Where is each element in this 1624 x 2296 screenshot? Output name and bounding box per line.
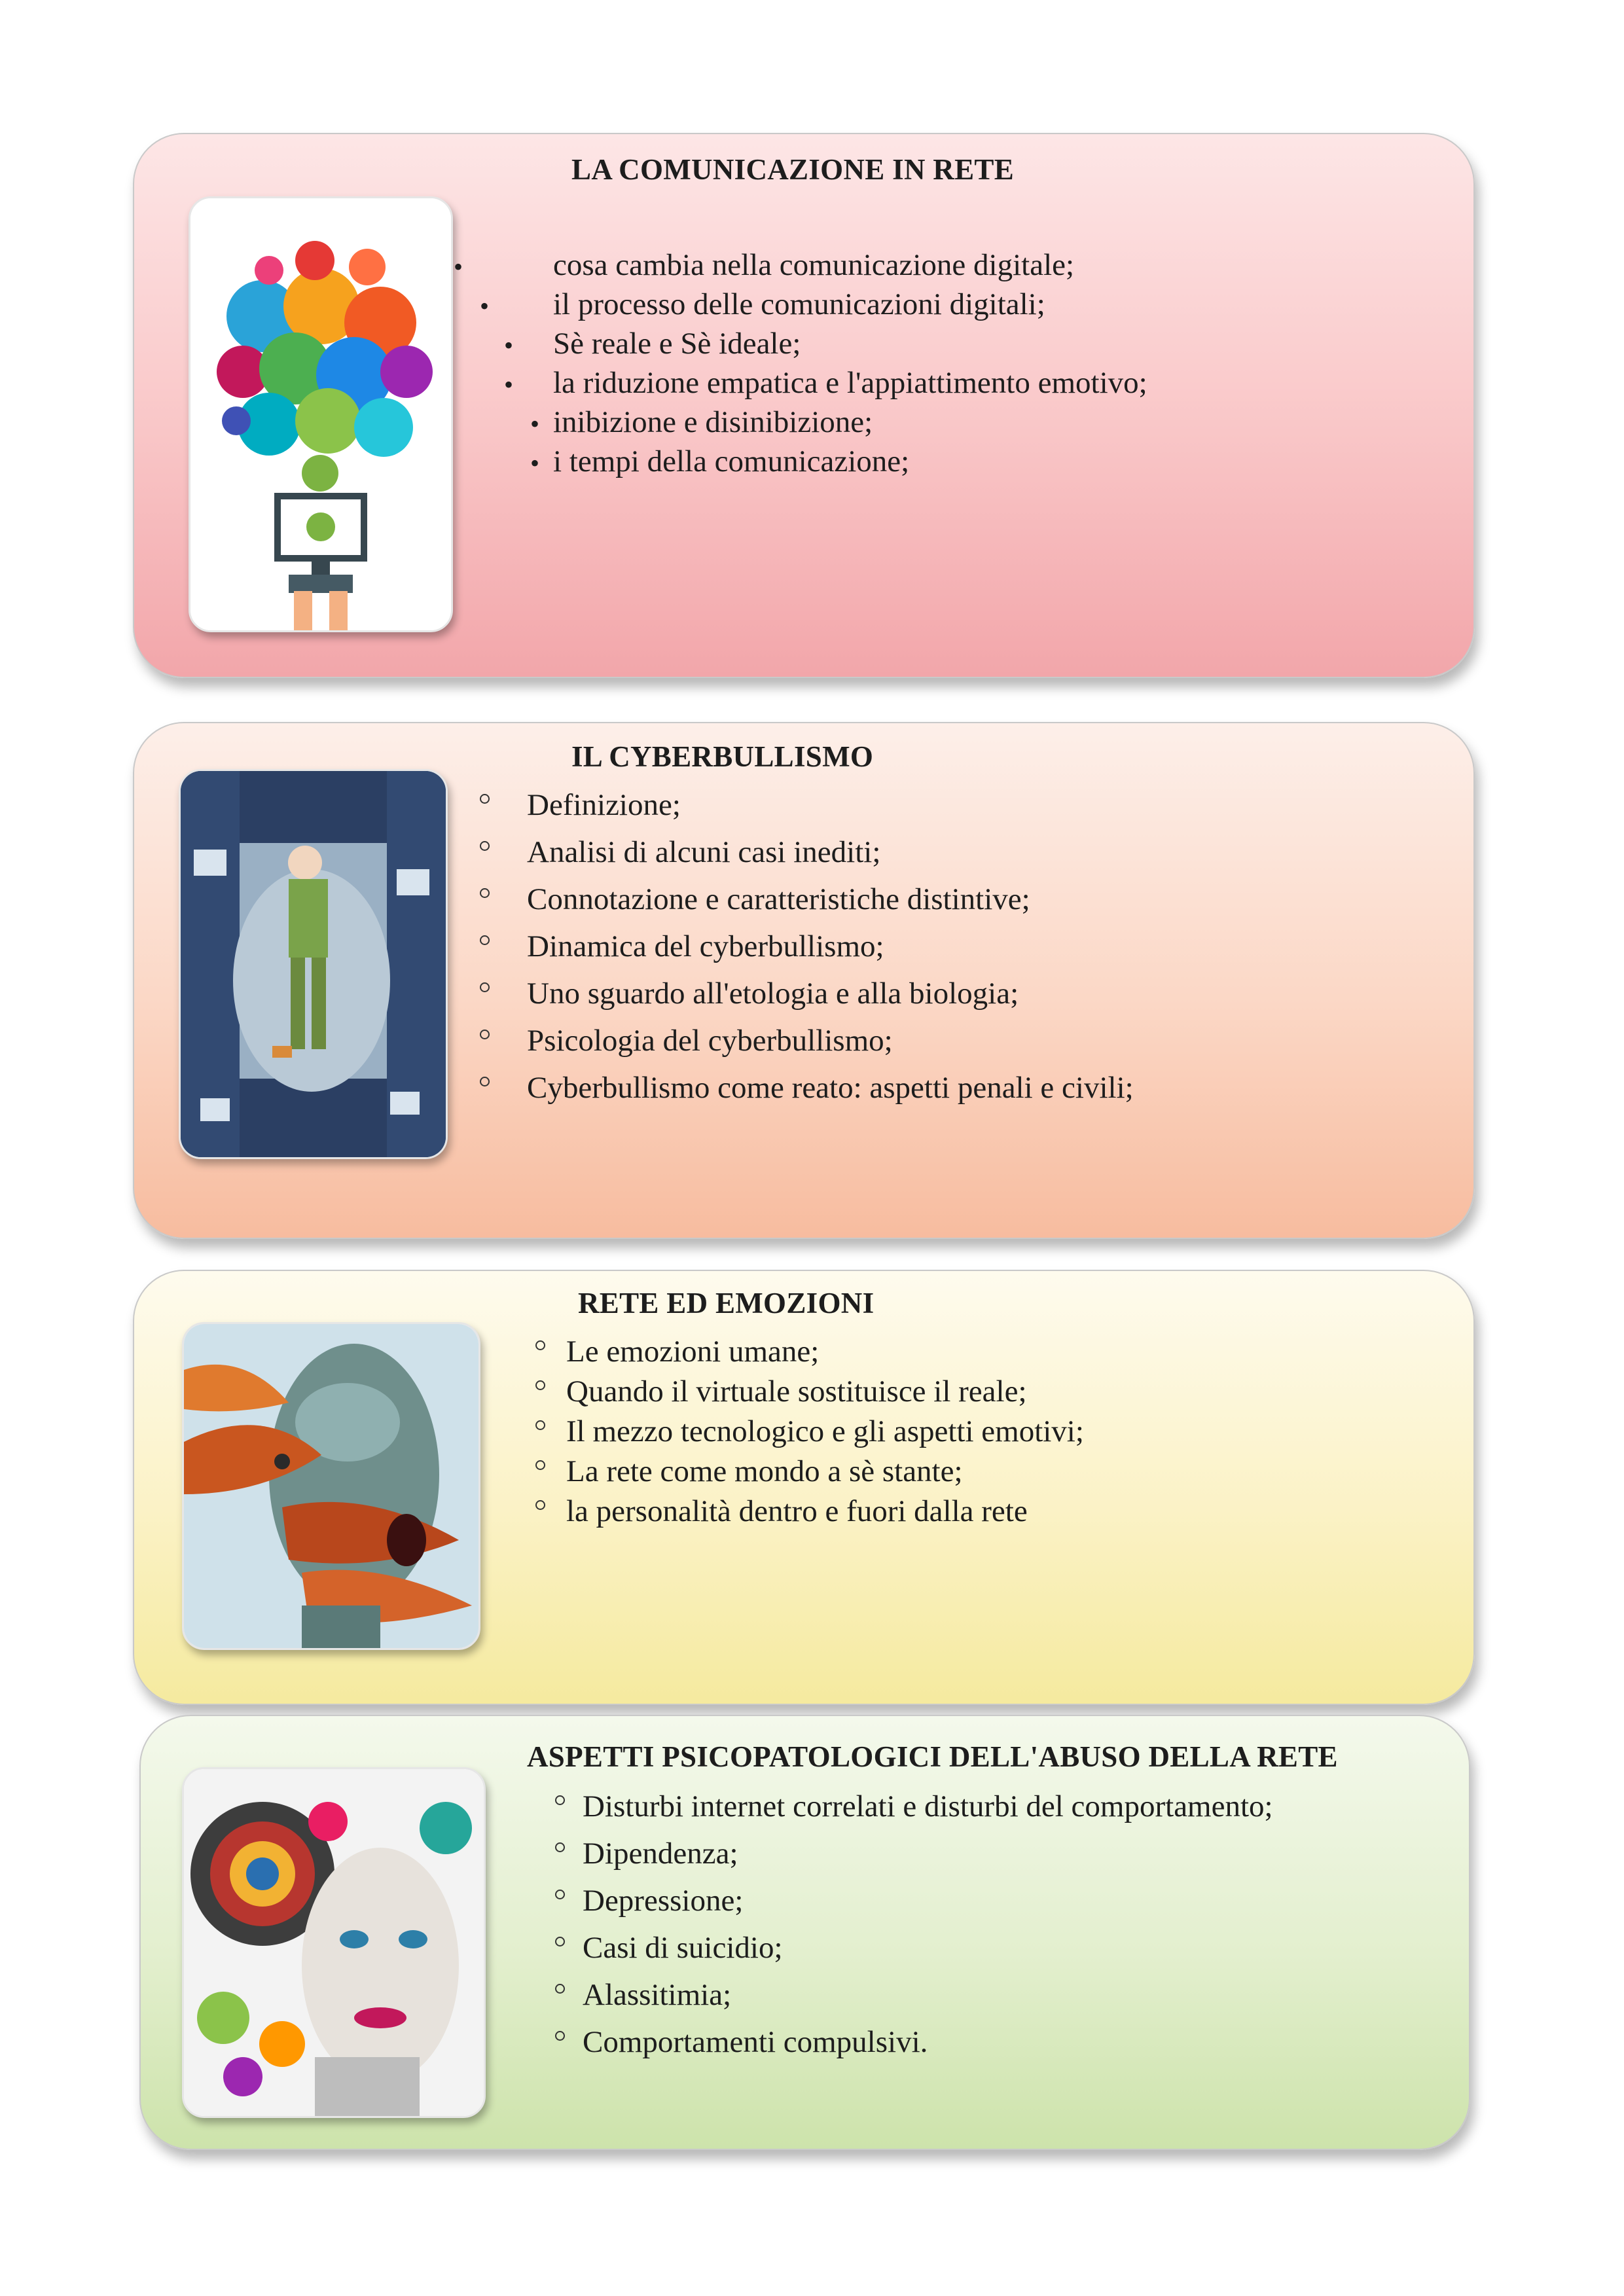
bullet-icon xyxy=(535,1380,545,1390)
list-item: inibizione e disinibizione; xyxy=(553,405,873,439)
bullet-icon: • xyxy=(530,409,540,439)
section-title: LA COMUNICAZIONE IN RETE xyxy=(571,153,1015,186)
bullet-icon xyxy=(480,982,490,992)
list-item: cosa cambia nella comunicazione digitale; xyxy=(553,248,1075,282)
cyberbullying-illustration xyxy=(181,771,446,1157)
bullet-icon xyxy=(555,1795,565,1805)
list-item: Uno sguardo all'etologia e alla biologia; xyxy=(527,977,1019,1011)
emotions-image xyxy=(182,1322,480,1650)
bullet-icon xyxy=(555,2031,565,2041)
bullet-icon xyxy=(555,1984,565,1994)
list-item: Quando il virtuale sostituisce il reale; xyxy=(566,1374,1027,1408)
bullet-icon xyxy=(535,1500,545,1510)
bullet-icon xyxy=(555,1937,565,1946)
psychedelic-face-illustration xyxy=(184,1769,484,2116)
list-item: Definizione; xyxy=(527,788,681,822)
list-item: Le emozioni umane; xyxy=(566,1335,820,1369)
cyberbullying-image xyxy=(179,769,448,1159)
bullet-icon: • xyxy=(504,370,514,399)
list-item: Il mezzo tecnologico e gli aspetti emotivi; xyxy=(566,1414,1084,1448)
bullet-icon: • xyxy=(504,331,514,360)
bullet-icon xyxy=(555,1842,565,1852)
list-item: Disturbi internet correlati e disturbi del comportamento; xyxy=(583,1789,1273,1823)
bullet-icon xyxy=(555,1890,565,1899)
section-title: RETE ED EMOZIONI xyxy=(578,1287,875,1319)
bullet-icon: • xyxy=(480,291,490,321)
bullet-icon xyxy=(480,841,490,851)
list-item: la personalità dentro e fuori dalla rete xyxy=(566,1494,1028,1528)
bullet-icon xyxy=(535,1340,545,1350)
section-title: ASPETTI PSICOPATOLOGICI DELL'ABUSO DELLA RETE xyxy=(527,1740,1338,1773)
bullet-icon xyxy=(480,1077,490,1086)
psychedelic-image xyxy=(182,1767,486,2118)
bullet-icon xyxy=(480,888,490,898)
network-communication-image xyxy=(189,196,453,632)
list-item: Connotazione e caratteristiche distintive; xyxy=(527,882,1030,916)
bullet-icon xyxy=(480,794,490,804)
section-title: IL CYBERBULLISMO xyxy=(571,740,874,773)
bullet-icon xyxy=(480,935,490,945)
bullet-icon: • xyxy=(530,448,540,478)
list-item: La rete come mondo a sè stante; xyxy=(566,1454,963,1488)
bullet-icon xyxy=(480,1030,490,1039)
list-item: Casi di suicidio; xyxy=(583,1931,783,1965)
bullet-icon xyxy=(535,1460,545,1470)
bullet-icon: • xyxy=(454,252,463,281)
list-item: il processo delle comunicazioni digitali; xyxy=(553,287,1045,321)
list-item: Psicologia del cyberbullismo; xyxy=(527,1024,893,1058)
bullet-icon xyxy=(535,1420,545,1430)
list-item: Depressione; xyxy=(583,1884,744,1918)
list-item: Cyberbullismo come reato: aspetti penali e civili; xyxy=(527,1071,1134,1105)
network-communication-illustration xyxy=(190,198,451,630)
list-item: Comportamenti compulsivi. xyxy=(583,2025,928,2059)
list-item: Dinamica del cyberbullismo; xyxy=(527,929,884,963)
list-item: Sè reale e Sè ideale; xyxy=(553,327,801,361)
list-item: Analisi di alcuni casi inediti; xyxy=(527,835,881,869)
emotions-face-illustration xyxy=(184,1324,478,1648)
list-item: Dipendenza; xyxy=(583,1837,738,1871)
list-item: i tempi della comunicazione; xyxy=(553,444,910,478)
list-item: Alassitimia; xyxy=(583,1978,732,2012)
list-item: la riduzione empatica e l'appiattimento emotivo; xyxy=(553,366,1147,400)
